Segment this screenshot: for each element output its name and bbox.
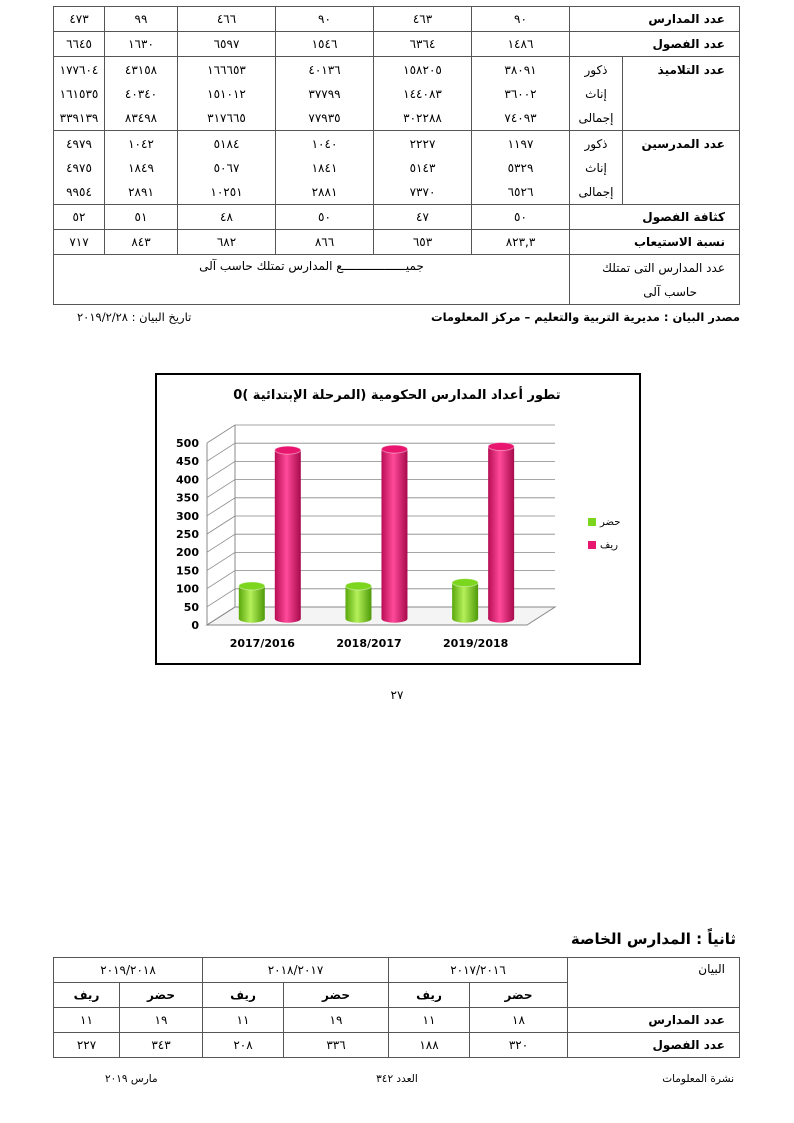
- side-gridline: [207, 461, 235, 479]
- legend-label-urban: حضر: [600, 517, 621, 528]
- side-gridline: [207, 534, 235, 552]
- row-label: [570, 255, 740, 305]
- table-header-row: [54, 958, 740, 983]
- cell: ١٨: [470, 1008, 568, 1033]
- row-label: عدد المدرسين: [623, 131, 740, 205]
- bar-rural: [488, 443, 514, 623]
- cell: ٦٥٣: [374, 230, 472, 255]
- bar-body: [381, 449, 407, 619]
- cell: ٥٠: [276, 205, 374, 230]
- row-label: عدد المدارس: [568, 1008, 740, 1033]
- sub-labels: [570, 57, 623, 131]
- cell: ٤٦٦: [178, 7, 276, 32]
- cell: ١٧٧٦٠٤ ١٦١٥٣٥ ٣٣٩١٣٩: [54, 57, 105, 131]
- bar-base: [345, 615, 371, 623]
- year-header: ٢٠١٨/٢٠١٧: [203, 958, 389, 983]
- bar-top: [345, 582, 371, 590]
- table-row-students: [54, 57, 740, 131]
- page-number: ٢٧: [390, 688, 404, 702]
- table-row: [54, 205, 740, 230]
- cell: ١٩: [284, 1008, 389, 1033]
- cell: ٦٦٤٥: [54, 32, 105, 57]
- cell: ٣٣٦: [284, 1033, 389, 1058]
- sub-label-male: ذكور: [584, 136, 608, 151]
- sub-label-female: إناث: [585, 86, 607, 101]
- bar-top: [275, 446, 301, 454]
- row-label: عدد الفصول: [570, 32, 740, 57]
- cell: ١٥٨٢٠٥ ١٤٤٠٨٣ ٣٠٢٢٨٨: [374, 57, 472, 131]
- row-label: عدد الفصول: [568, 1033, 740, 1058]
- cell: ٨٤٣: [105, 230, 178, 255]
- cell: ٤٨: [178, 205, 276, 230]
- bar-base: [488, 615, 514, 623]
- source-text: مصدر البيان : مديرية التربية والتعليم – مركز المعلومات: [431, 310, 740, 324]
- legend-swatch-urban: [588, 518, 596, 526]
- bar-body: [275, 450, 301, 619]
- cell: ٢٢٢٧ ٥١٤٣ ٧٣٧٠: [374, 131, 472, 205]
- cell: ٤٧٣: [54, 7, 105, 32]
- y-tick-label: 350: [176, 491, 199, 505]
- y-tick-label: 450: [176, 455, 199, 469]
- cell: ١١: [389, 1008, 470, 1033]
- private-schools-table: [53, 957, 740, 1058]
- schools-stats-table: [53, 6, 740, 305]
- cell: ٤٧: [374, 205, 472, 230]
- cell: ٢٠٨: [203, 1033, 284, 1058]
- bar-body: [488, 447, 514, 619]
- y-tick-label: 50: [183, 600, 199, 614]
- cell: ١٠٤٢ ١٨٤٩ ٢٨٩١: [105, 131, 178, 205]
- bar-body: [345, 586, 371, 619]
- source-date: تاريخ البيان : ٢٠١٩/٢/٢٨: [77, 310, 192, 324]
- side-gridline: [207, 498, 235, 516]
- cell: ٥١: [105, 205, 178, 230]
- table-row: [54, 1008, 740, 1033]
- cell: ١١٩٧ ٥٣٢٩ ٦٥٢٦: [472, 131, 570, 205]
- row-label: نسبة الاستيعاب: [570, 230, 740, 255]
- table-row: [54, 1033, 740, 1058]
- side-gridline: [207, 425, 235, 443]
- bar-top: [239, 582, 265, 590]
- cell: ٦٣٦٤: [374, 32, 472, 57]
- cell: ٨٦٦: [276, 230, 374, 255]
- cell: ٧١٧: [54, 230, 105, 255]
- header-label: البيان: [568, 958, 740, 1008]
- y-tick-label: 0: [191, 619, 199, 632]
- sub-header: حضر: [120, 983, 203, 1008]
- bar-body: [239, 586, 265, 619]
- bar-rural: [275, 446, 301, 623]
- x-tick-label: 2019/2018: [443, 637, 509, 650]
- sub-header: حضر: [470, 983, 568, 1008]
- chart-svg: [157, 375, 639, 663]
- bar-top: [488, 443, 514, 451]
- bar-top: [381, 445, 407, 453]
- sub-label-total: إجمالى: [578, 110, 614, 125]
- sub-header: ريف: [54, 983, 120, 1008]
- footer-issue: العدد ٣٤٢: [376, 1073, 418, 1085]
- side-gridline: [207, 443, 235, 461]
- side-gridline: [207, 552, 235, 570]
- cell: ٦٨٢: [178, 230, 276, 255]
- y-tick-label: 100: [176, 582, 199, 596]
- sub-labels: [570, 131, 623, 205]
- bar-rural: [381, 445, 407, 623]
- cell: ١٦٣٠: [105, 32, 178, 57]
- bar-top: [452, 579, 478, 587]
- table-row-teachers: [54, 131, 740, 205]
- side-gridline: [207, 589, 235, 607]
- row-label-line2: حاسب آلى: [643, 284, 697, 299]
- y-tick-label: 400: [176, 473, 199, 487]
- cell: ٩٠: [472, 7, 570, 32]
- side-gridline: [207, 571, 235, 589]
- x-tick-label: 2017/2016: [229, 637, 295, 650]
- cell: ١١: [203, 1008, 284, 1033]
- y-tick-label: 150: [176, 564, 199, 578]
- table-row: [54, 255, 740, 305]
- sub-header: ريف: [389, 983, 470, 1008]
- cell: ٥٠: [472, 205, 570, 230]
- cell: ١٠٤٠ ١٨٤١ ٢٨٨١: [276, 131, 374, 205]
- cell: ٨٢٣,٣: [472, 230, 570, 255]
- section-title: ثانياً : المدارس الخاصة: [570, 930, 736, 948]
- cell: ٣٨٠٩١ ٣٦٠٠٢ ٧٤٠٩٣: [472, 57, 570, 131]
- chart-title: تطور أعداد المدارس الحكومية (المرحلة الإبتدائية )0: [233, 388, 561, 403]
- cell: ٤٩٧٩ ٤٩٧٥ ٩٩٥٤: [54, 131, 105, 205]
- cell: ١٩: [120, 1008, 203, 1033]
- bar-base: [452, 615, 478, 623]
- y-tick-label: 200: [176, 546, 199, 560]
- year-header: ٢٠١٩/٢٠١٨: [54, 958, 203, 983]
- year-header: ٢٠١٧/٢٠١٦: [389, 958, 568, 983]
- y-tick-label: 250: [176, 528, 199, 541]
- sub-header: ريف: [203, 983, 284, 1008]
- row-label-line1: عدد المدارس التى تمتلك: [602, 260, 725, 275]
- table-row: [54, 230, 740, 255]
- row-label: كثافة الفصول: [570, 205, 740, 230]
- chart-legend: [588, 517, 620, 551]
- bar-base: [275, 615, 301, 623]
- sub-label-male: ذكور: [584, 62, 608, 77]
- bar-urban: [345, 582, 371, 623]
- cell: ٤٠١٣٦ ٣٧٧٩٩ ٧٧٩٣٥: [276, 57, 374, 131]
- footer-date: مارس ٢٠١٩: [105, 1073, 158, 1085]
- cell: ٣٤٣: [120, 1033, 203, 1058]
- bar-base: [381, 615, 407, 623]
- legend-label-rural: ريف: [600, 540, 618, 551]
- footer-publication: نشرة المعلومات: [662, 1073, 734, 1085]
- cell: ١٥٤٦: [276, 32, 374, 57]
- cell: ١٤٨٦: [472, 32, 570, 57]
- cell: ٤٣١٥٨ ٤٠٣٤٠ ٨٣٤٩٨: [105, 57, 178, 131]
- x-tick-label: 2018/2017: [336, 637, 402, 650]
- table-row: [54, 7, 740, 32]
- cell: ٣٢٠: [470, 1033, 568, 1058]
- table-row: [54, 32, 740, 57]
- cell: ٩٩: [105, 7, 178, 32]
- cell: ١٦٦٦٥٣ ١٥١٠١٢ ٣١٧٦٦٥: [178, 57, 276, 131]
- side-gridline: [207, 516, 235, 534]
- cell: ٥٢: [54, 205, 105, 230]
- legend-swatch-rural: [588, 541, 596, 549]
- cell: ٦٥٩٧: [178, 32, 276, 57]
- cell: ١٨٨: [389, 1033, 470, 1058]
- row-label: عدد المدارس: [570, 7, 740, 32]
- side-gridline: [207, 480, 235, 498]
- cell: ٩٠: [276, 7, 374, 32]
- bar-base: [239, 615, 265, 623]
- sub-label-female: إناث: [585, 160, 607, 175]
- y-tick-label: 300: [176, 509, 199, 523]
- y-tick-label: 500: [176, 437, 199, 450]
- bar-body: [452, 583, 478, 619]
- schools-chart: [155, 373, 641, 665]
- sub-label-total: إجمالى: [578, 184, 614, 199]
- cell: ٤٦٣: [374, 7, 472, 32]
- bar-urban: [239, 582, 265, 623]
- cell-all-schools: جميــــــــــــــــــع المدارس تمتلك حاسب آلى: [54, 255, 570, 305]
- cell: ١١: [54, 1008, 120, 1033]
- bar-urban: [452, 579, 478, 623]
- sub-header: حضر: [284, 983, 389, 1008]
- row-label: عدد التلاميذ: [623, 57, 740, 131]
- cell: ٢٢٧: [54, 1033, 120, 1058]
- cell: ٥١٨٤ ٥٠٦٧ ١٠٢٥١: [178, 131, 276, 205]
